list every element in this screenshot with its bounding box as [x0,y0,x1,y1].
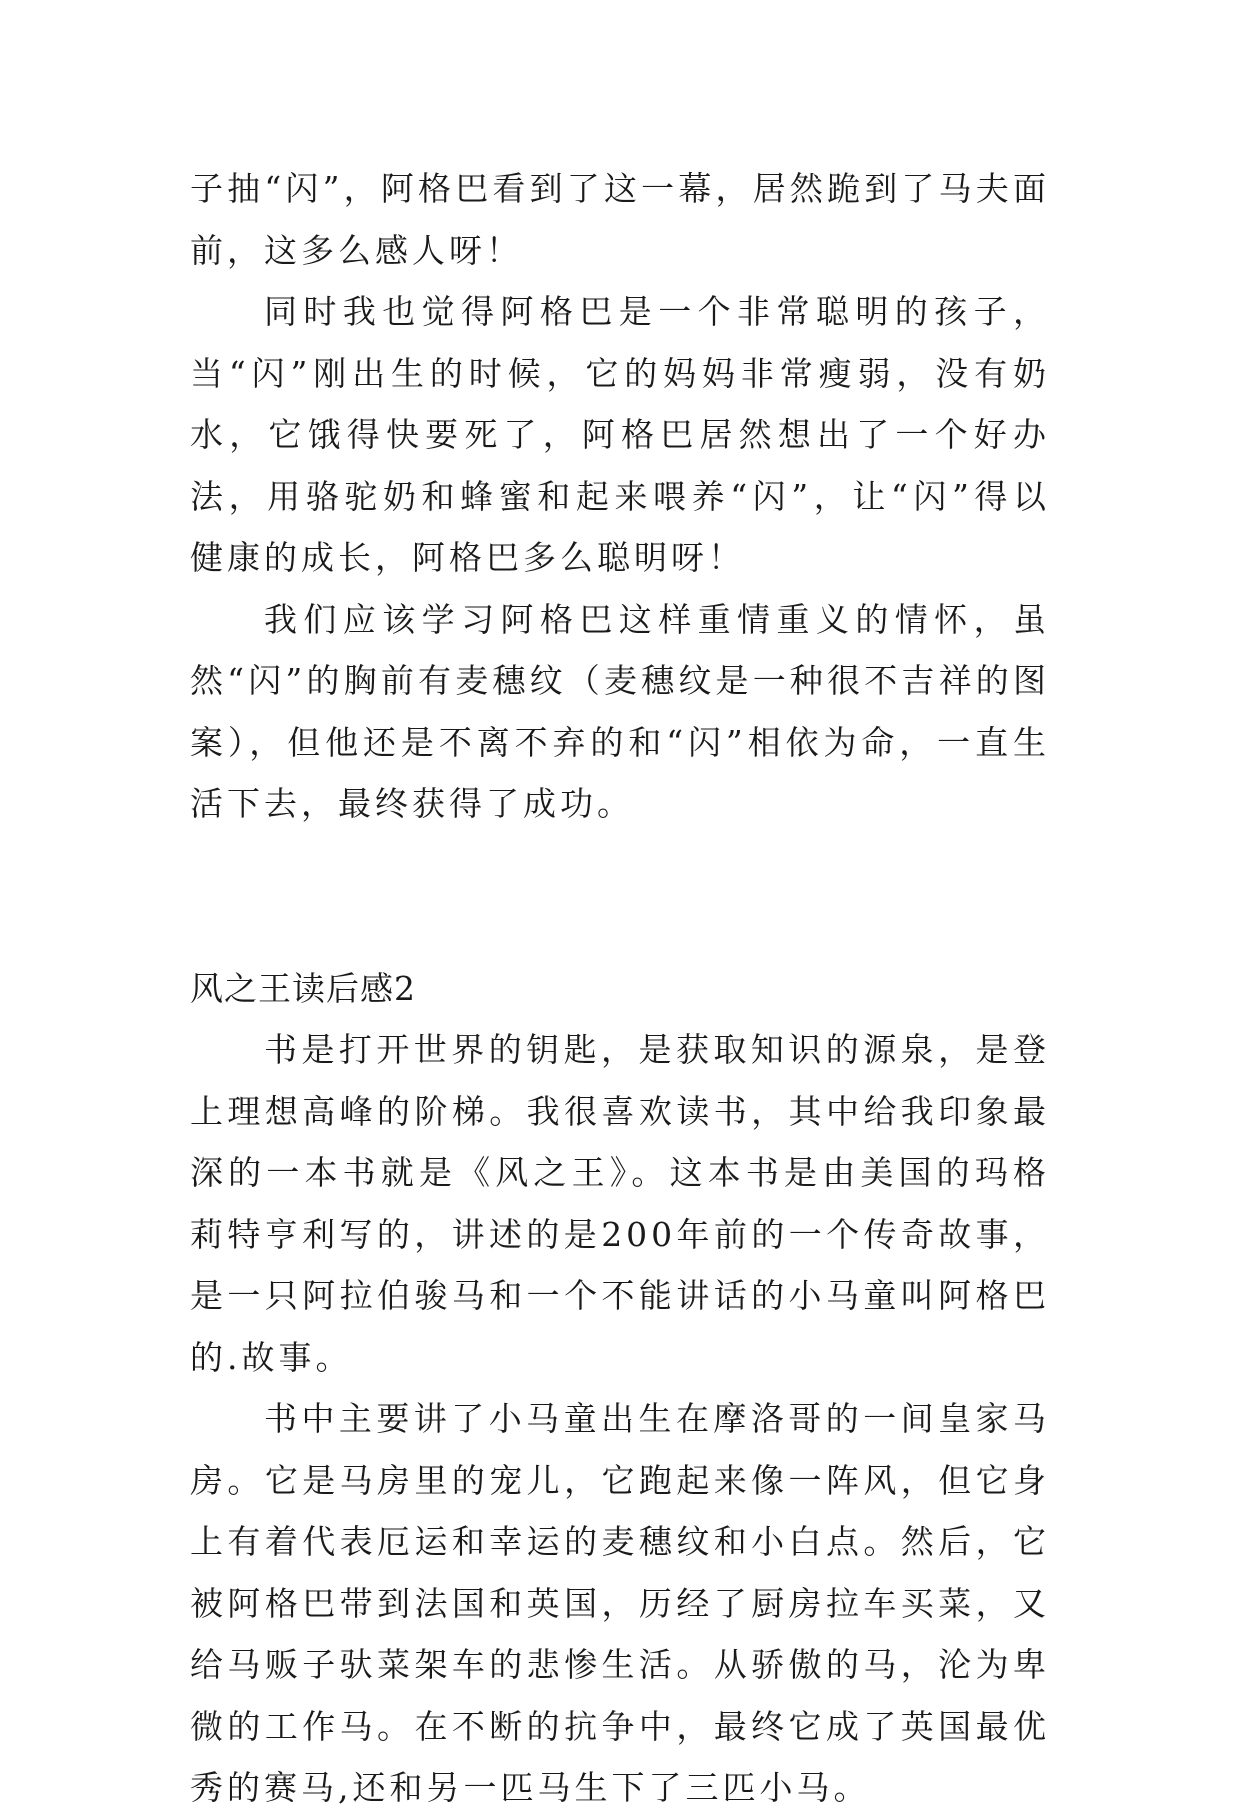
section-title: 风之王读后感2 [190,968,416,1008]
paragraph: 书是打开世界的钥匙，是获取知识的源泉，是登上理想高峰的阶梯。我很喜欢读书，其中给我印象最深的一本书就是《风之王》。这本书是由美国的玛格莉特亨利写的，讲述的是200年前的一个传奇故事，是一只阿拉伯骏马和一个不能讲话的小马童叫阿格巴的.故事。 [190,1030,1050,1377]
paragraph: 同时我也觉得阿格巴是一个非常聪明的孩子，当“闪”刚出生的时候，它的妈妈非常瘦弱，没有奶水，它饿得快要死了，阿格巴居然想出了一个好办法，用骆驼奶和蜂蜜和起来喂养“闪”，让“闪”得以健康的成长，阿格巴多么聪明呀！ [190,292,1050,577]
blank-line [190,835,1050,958]
paragraph: 书中主要讲了小马童出生在摩洛哥的一间皇家马房。它是马房里的宠儿，它跑起来像一阵风，但它身上有着代表厄运和幸运的麦穗纹和小白点。然后，它被阿格巴带到法国和英国，历经了厨房拉车买菜，又给马贩子驮菜架车的悲惨生活。从骄傲的马，沦为卑微的工作马。在不断的抗争中，最终它成了英国最优秀的赛马,还和另一匹马生下了三匹小马。 [190,1399,1050,1807]
document-body [190,158,1050,1819]
paragraph-continued: 子抽“闪”，阿格巴看到了这一幕，居然跪到了马夫面前，这多么感人呀！ [190,169,1050,270]
paragraph: 我们应该学习阿格巴这样重情重义的情怀，虽然“闪”的胸前有麦穗纹（麦穗纹是一种很不吉祥的图案），但他还是不离不弃的和“闪”相依为命，一直生活下去，最终获得了成功。 [190,599,1050,823]
